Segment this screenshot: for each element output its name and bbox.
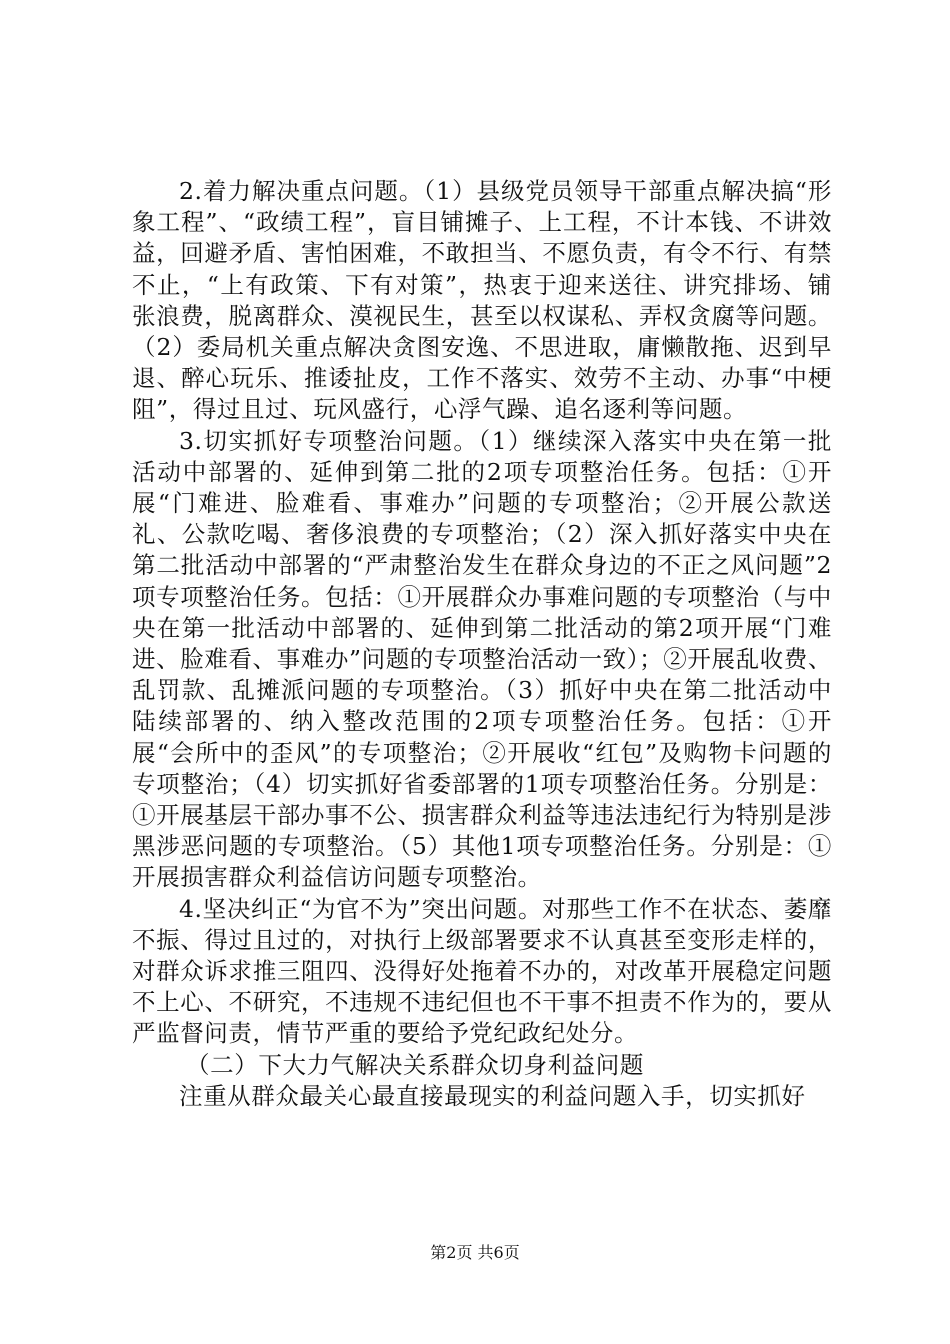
paragraph-continued: 注重从群众最关心最直接最现实的利益问题入手，切实抓好 (179, 1081, 806, 1110)
document-body (132, 176, 832, 1112)
section-heading: （二）下大力气解决关系群众切身利益问题 (186, 1050, 644, 1079)
paragraph-special-rectification: 3.切实抓好专项整治问题。（1）继续深入落实中央在第一批活动中部署的、延伸到第二批的2项专项整治任务。包括：①开展“门难进、脸难看、事难办”问题的专项整治；②开展公款送礼、公款吃喝、奢侈浪费的专项整治；（2）深入抓好落实中央在第二批活动中部署的“严肃整治发生在群众身边的不正之风问题”2项专项整治任务。包括：①开展群众办事难问题的专项整治（与中央在第一批活动中部署的、延伸到第二批活动的第2项开展“门难进、脸难看、事难办”问题的专项整治活动一致）；②开展乱收费、乱罚款、乱摊派问题的专项整治。（3）抓好中央在第二批活动中陆续部署的、纳入整改范围的2项专项整治任务。包括：①开展“会所中的歪风”的专项整治；②开展收“红包”及购物卡问题的专项整治；（4）切实抓好省委部署的1项专项整治任务。分别是：①开展基层干部办事不公、损害群众利益等违法违纪行为特别是涉黑涉恶问题的专项整治。（5）其他1项专项整治任务。分别是：①开展损害群众利益信访问题专项整治。 (132, 426, 832, 892)
paragraph-key-issues: 2.着力解决重点问题。（1）县级党员领导干部重点解决搞“形象工程”、“政绩工程”，盲目铺摊子、上工程，不计本钱、不讲效益，回避矛盾、害怕困难，不敢担当、不愿负责，有令不行、有禁不止，“上有政策、下有对策”，热衷于迎来送往、讲究排场、铺张浪费，脱离群众、漠视民生，甚至以权谋私、弄权贪腐等问题。（2）委局机关重点解决贪图安逸、不思进取，庸懒散拖、迟到早退、醉心玩乐、推诿扯皮，工作不落实、效劳不主动、办事“中梗阻”，得过且过、玩风盛行，心浮气躁、追名逐利等问题。 (132, 177, 832, 424)
paragraph-correct-inaction: 4.坚决纠正“为官不为”突出问题。对那些工作不在状态、萎靡不振、得过且过的，对执行上级部署要求不认真甚至变形走样的，对群众诉求推三阻四、没得好处拖着不办的，对改革开展稳定问题不上心、不研究，不违规不违纪但也不干事不担责不作为的，要从严监督问责，情节严重的要给予党纪政纪处分。 (132, 894, 832, 1048)
page-number-footer: 第2页 共6页 (430, 1243, 520, 1262)
